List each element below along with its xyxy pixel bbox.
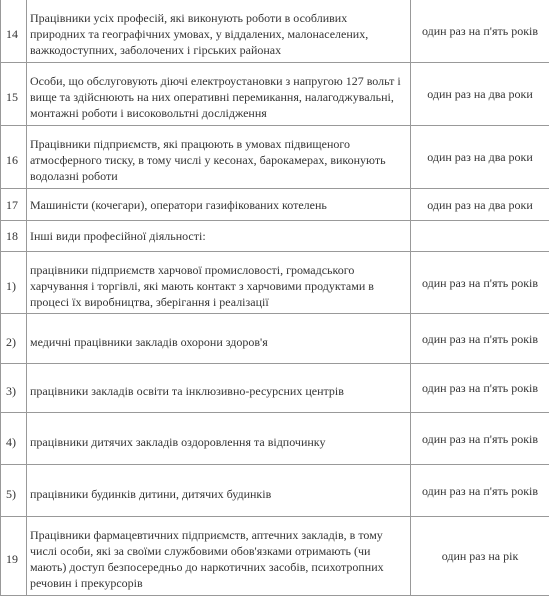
table-row [1, 364, 549, 413]
row-frequency: один раз на два роки [411, 189, 549, 221]
row-frequency: один раз на два роки [411, 63, 549, 126]
row-description: Працівники усіх професій, які виконують роботи в особливих природних та географічних умовах, у віддалених, малонаселених, важкодоступних, заболочених і гірських районах [27, 0, 411, 63]
table-row [1, 314, 549, 364]
row-description: медичні працівники закладів охорони здоров'я [27, 314, 411, 364]
row-description: працівники підприємств харчової промисловості, громадського харчування і торгівлі, які мають контакт з харчовими продуктами в процесі їх виробництва, зберігання і реалізації [27, 252, 411, 314]
table-row [1, 189, 549, 221]
row-number: 16 [1, 126, 27, 189]
row-number: 17 [1, 189, 27, 221]
table-row [1, 413, 549, 465]
row-description: Особи, що обслуговують діючі електроустановки з напругою 127 вольт і вище та здійснюють на них оперативні перемикання, налагоджувальні, монтажні роботи і високовольтні дослідження [27, 63, 411, 126]
row-number: 4) [1, 413, 27, 465]
row-number: 14 [1, 0, 27, 63]
row-frequency: один раз на п'ять років [411, 364, 549, 413]
row-frequency: один раз на два роки [411, 126, 549, 189]
table-row [1, 221, 549, 252]
row-number: 2) [1, 314, 27, 364]
row-number: 19 [1, 517, 27, 596]
table-row [1, 517, 549, 596]
row-number: 5) [1, 465, 27, 517]
row-number: 3) [1, 364, 27, 413]
row-frequency [411, 221, 549, 252]
row-description: працівники будинків дитини, дитячих будинків [27, 465, 411, 517]
row-frequency: один раз на п'ять років [411, 314, 549, 364]
row-description: Машиністи (кочегари), оператори газифікованих котелень [27, 189, 411, 221]
table-row [1, 0, 549, 63]
row-description: працівники закладів освіти та інклюзивно-ресурсних центрів [27, 364, 411, 413]
table-row [1, 252, 549, 314]
row-description: Працівники фармацевтичних підприємств, аптечних закладів, в тому числі особи, які за своїми службовими обов'язками отримають (чи мають) доступ безпосередньо до наркотичних засобів, психотропних речовин і прекурсорів [27, 517, 411, 596]
row-number: 15 [1, 63, 27, 126]
table-row [1, 63, 549, 126]
table-row [1, 465, 549, 517]
row-frequency: один раз на п'ять років [411, 252, 549, 314]
row-number: 1) [1, 252, 27, 314]
row-frequency: один раз на п'ять років [411, 465, 549, 517]
row-frequency: один раз на п'ять років [411, 0, 549, 63]
row-number: 18 [1, 221, 27, 252]
row-frequency: один раз на рік [411, 517, 549, 596]
row-description: Інші види професійної діяльності: [27, 221, 411, 252]
table-row [1, 126, 549, 189]
row-frequency: один раз на п'ять років [411, 413, 549, 465]
row-description: працівники дитячих закладів оздоровлення та відпочинку [27, 413, 411, 465]
row-description: Працівники підприємств, які працюють в умовах підвищеного атмосферного тиску, в тому числі у кесонах, барокамерах, виконують водолазні роботи [27, 126, 411, 189]
